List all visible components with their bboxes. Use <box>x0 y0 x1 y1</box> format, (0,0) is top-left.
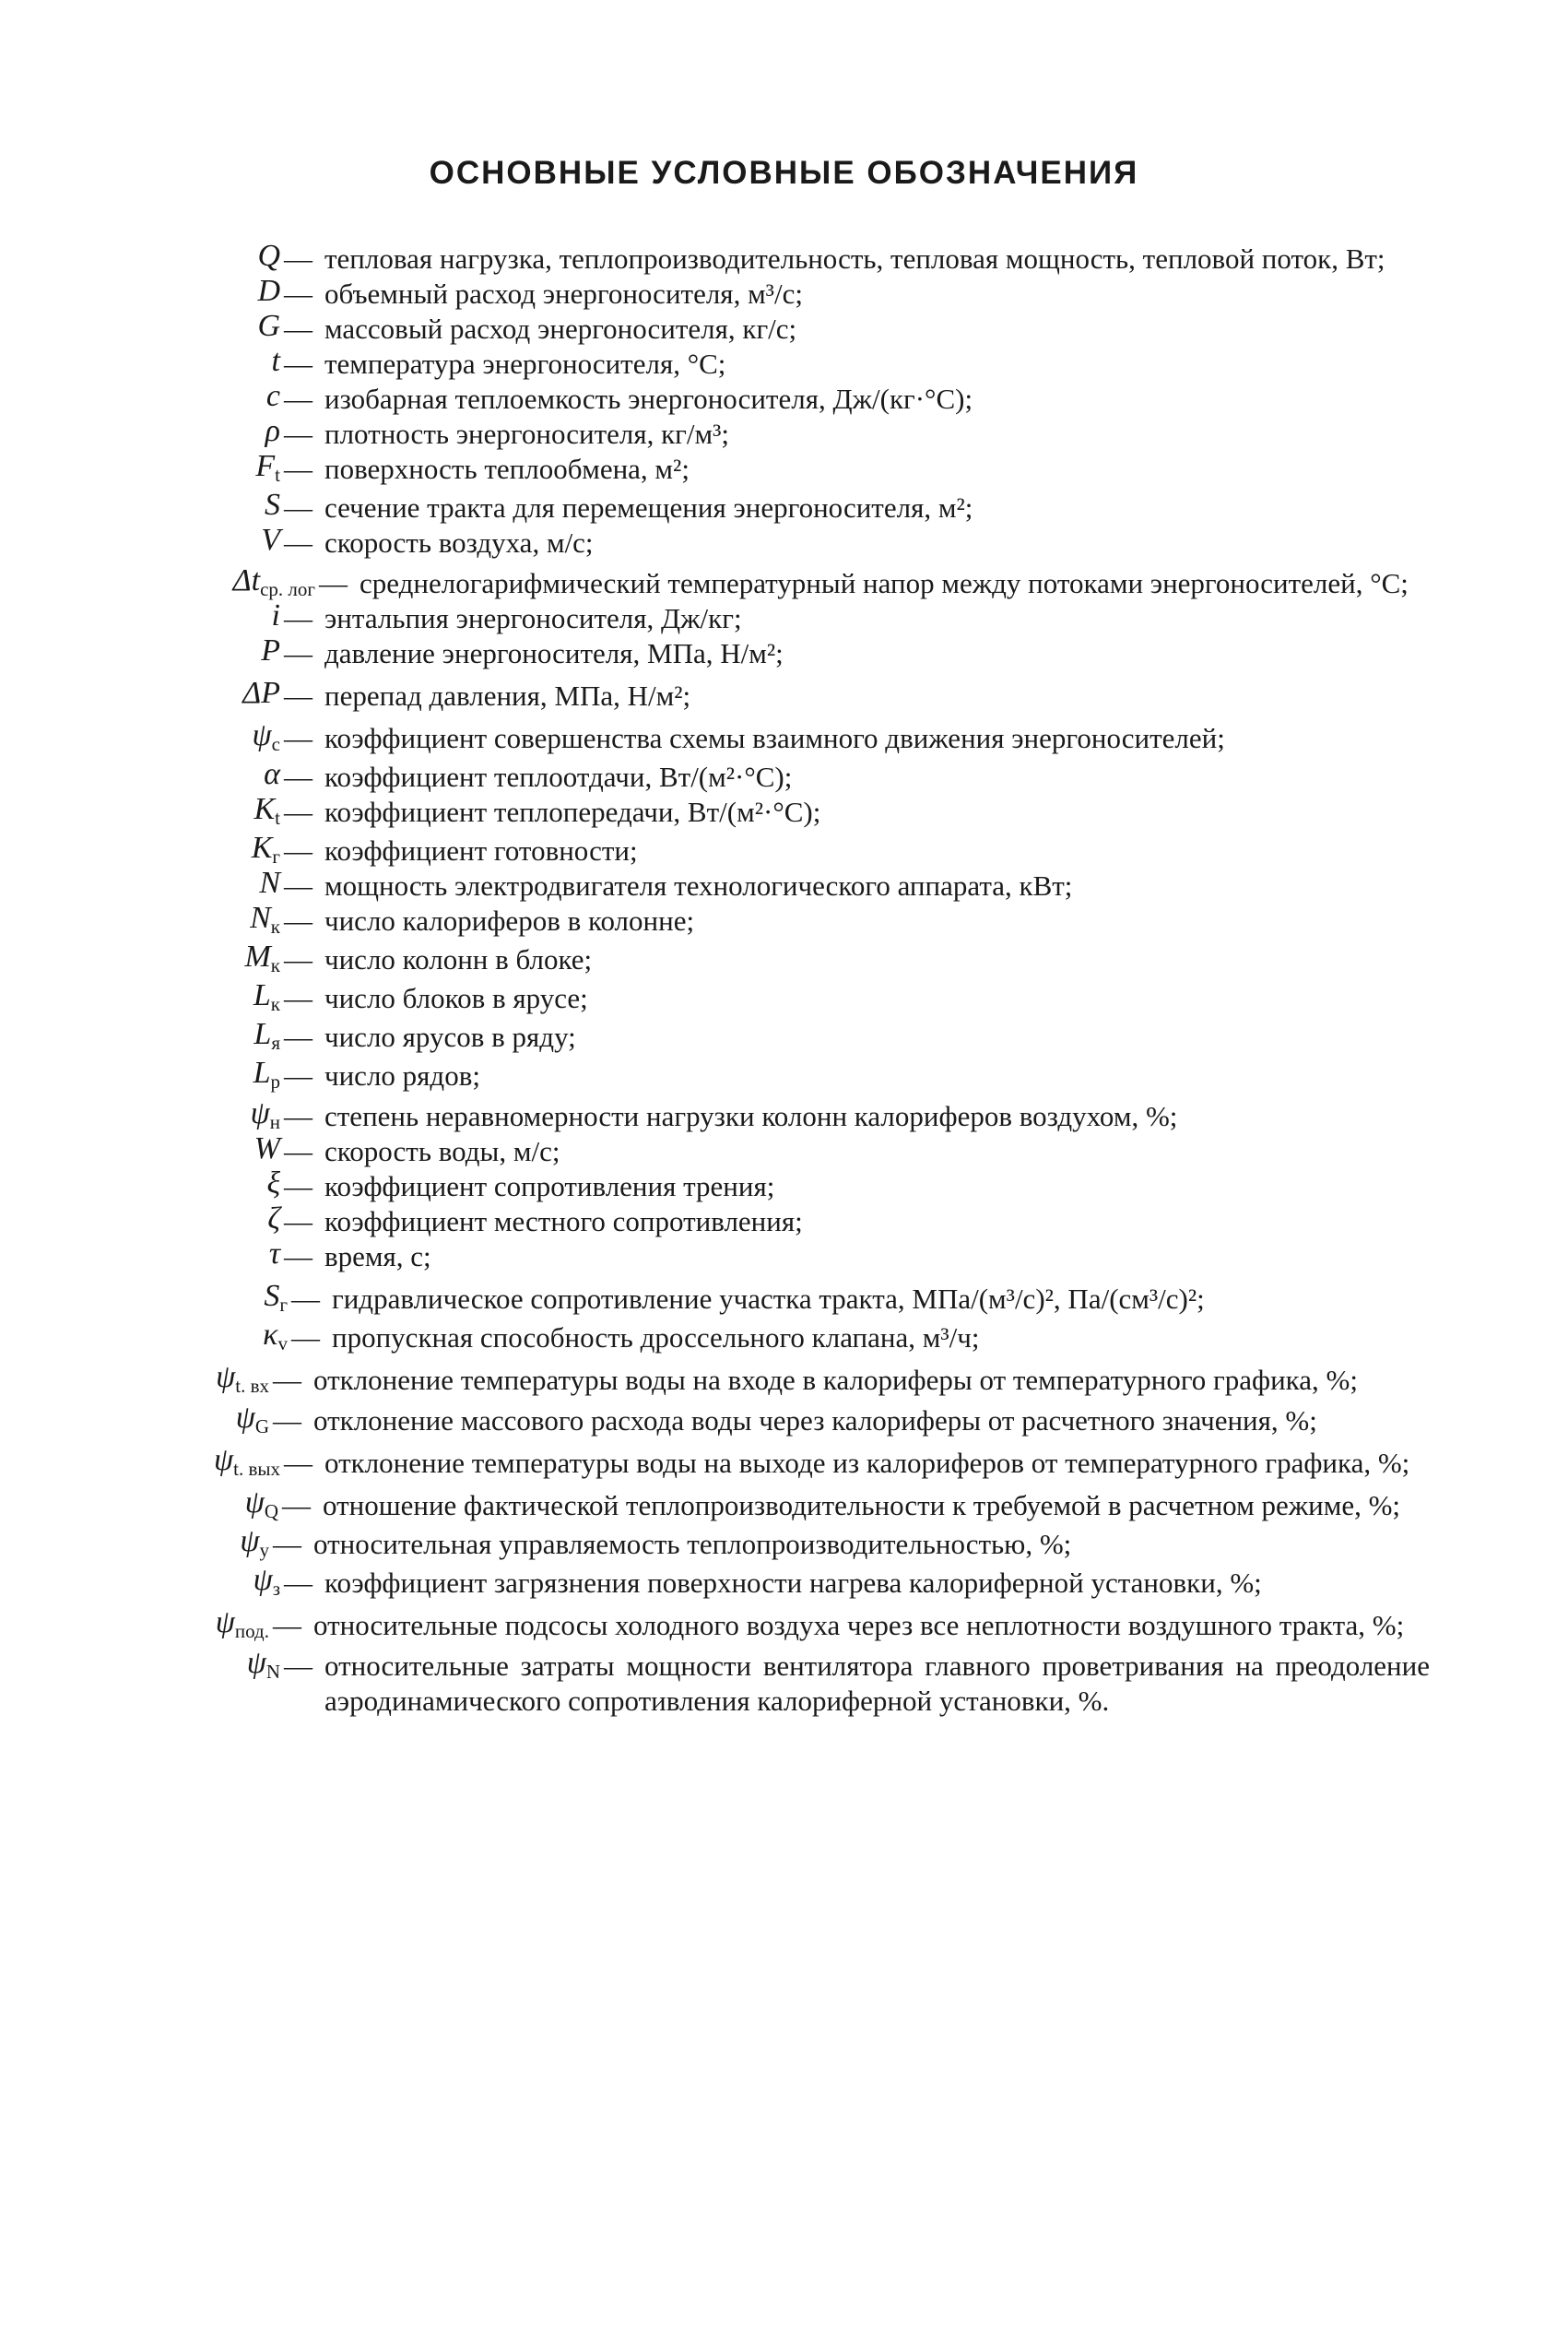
notation-description: число колонн в блоке; <box>324 943 593 976</box>
notation-description: число калориферов в колонне; <box>324 905 695 937</box>
notation-symbol: $\psi_N$ <box>246 1646 280 1683</box>
notation-description: давление энергоносителя, МПа, Н/м²; <box>324 637 784 669</box>
notation-symbol: i <box>271 598 280 633</box>
notation-description: число рядов; <box>324 1059 480 1092</box>
notation-entry <box>0 598 1568 636</box>
notation-dash: — <box>284 982 312 1014</box>
notation-description: число ярусов в ряду; <box>324 1021 576 1053</box>
notation-dash: — <box>284 242 312 275</box>
notation-symbol: ρ <box>265 414 280 448</box>
notation-description: изобарная теплоемкость энергоносителя, Дж/(кг·°С); <box>324 383 973 415</box>
notation-symbol: α <box>264 757 280 791</box>
notation-description: коэффициент местного сопротивления; <box>324 1205 803 1237</box>
notation-symbol: c <box>265 379 280 413</box>
notation-entry <box>0 1646 1568 1719</box>
notation-symbol: t <box>271 344 280 378</box>
notation-description: коэффициент совершенства схемы взаимного движения энергоносителей; <box>324 722 1225 754</box>
notation-description: отношение фактической теплопроизводительности к требуемой в расчетном режиме, %; <box>323 1489 1401 1521</box>
notation-entry <box>0 1403 1568 1438</box>
notation-entry <box>0 1096 1568 1134</box>
notation-symbol: $\psi_з$ <box>253 1563 280 1600</box>
notation-entry <box>0 488 1568 526</box>
notation-description: отклонение температуры воды на входе в калориферы от температурного графика, %; <box>313 1364 1358 1396</box>
notation-description: коэффициент загрязнения поверхности нагрева калориферной установки, %; <box>324 1567 1262 1599</box>
notation-dash: — <box>284 1240 312 1272</box>
notation-dash: — <box>284 418 312 450</box>
notation-symbol: $\psi_Q$ <box>244 1485 278 1522</box>
notation-dash: — <box>284 1205 312 1237</box>
notation-entry <box>0 1056 1568 1094</box>
notation-entry <box>0 414 1568 452</box>
notation-description: относительные подсосы холодного воздуха через все неплотности воздушного тракта, %; <box>313 1609 1405 1641</box>
notation-description: сечение тракта для перемещения энергоносителя, м²; <box>324 491 973 524</box>
notation-dash: — <box>273 1609 301 1641</box>
notation-entry <box>0 676 1568 714</box>
notation-symbol: ξ <box>266 1166 280 1200</box>
notation-dash: — <box>284 1650 312 1682</box>
notation-description: поверхность теплообмена, м²; <box>324 453 690 485</box>
notation-symbol: $S_г$ <box>264 1279 288 1316</box>
notation-description: тепловая нагрузка, теплопроизводительность, тепловая мощность, тепловой поток, Вт; <box>324 242 1385 275</box>
notation-entry <box>0 1201 1568 1239</box>
notation-entry <box>0 344 1568 382</box>
notation-description: относительные затраты мощности вентилятора главного проветривания на преодоление аэродинамического сопротивления калориферной установки, %. <box>324 1650 1430 1717</box>
notation-dash: — <box>273 1528 301 1560</box>
notation-description: скорость воздуха, м/с; <box>324 526 594 559</box>
notation-symbol: ΔP <box>242 676 280 710</box>
notation-entry <box>0 1360 1568 1398</box>
notation-entry <box>0 718 1568 756</box>
notation-description: отклонение температуры воды на выходе из калориферов от температурного графика, %; <box>324 1447 1410 1479</box>
notation-dash: — <box>284 1135 312 1167</box>
notation-description: относительная управляемость теплопроизводительностью, %; <box>313 1528 1072 1560</box>
notation-symbol: $F_t$ <box>255 449 280 486</box>
notation-description: объемный расход энергоносителя, м³/с; <box>324 278 803 310</box>
notation-entry <box>0 901 1568 939</box>
notation-entry <box>0 1605 1568 1643</box>
notation-symbol: G <box>257 309 280 343</box>
notation-symbol: $\psi_н$ <box>250 1096 280 1133</box>
notation-symbol: $K_г$ <box>251 831 280 868</box>
notation-description: время, с; <box>324 1240 431 1272</box>
notation-symbol: $L_р$ <box>253 1056 280 1093</box>
notation-dash: — <box>284 313 312 345</box>
notation-symbol: $L_к$ <box>253 978 280 1015</box>
notation-entry <box>0 792 1568 830</box>
notation-entry <box>0 1485 1568 1523</box>
notation-entry <box>0 942 1568 977</box>
notation-dash: — <box>284 796 312 828</box>
notation-symbol: $\psi_{t. вх}$ <box>216 1360 269 1397</box>
notation-dash: — <box>284 383 312 415</box>
notation-symbol: D <box>257 274 280 308</box>
notation-symbol: $M_к$ <box>244 940 280 976</box>
notation-entry <box>0 633 1568 671</box>
notation-dash: — <box>319 567 348 599</box>
notation-entry <box>0 1131 1568 1169</box>
notation-description: массовый расход энергоносителя, кг/с; <box>324 313 797 345</box>
notation-symbol: P <box>261 633 280 668</box>
notation-symbol: $\psi_с$ <box>252 718 280 755</box>
notation-entry <box>0 831 1568 869</box>
notation-dash: — <box>284 834 312 867</box>
notation-symbol: W <box>253 1131 280 1165</box>
notation-description: коэффициент теплопередачи, Вт/(м²·°С); <box>324 796 821 828</box>
notation-dash: — <box>284 637 312 669</box>
notation-dash: — <box>284 1567 312 1599</box>
notation-description: гидравлическое сопротивление участка тракта, МПа/(м³/с)², Па/(см³/с)²; <box>332 1283 1205 1315</box>
notation-symbol: V <box>261 523 280 557</box>
notation-symbol: $\psi_G$ <box>235 1401 269 1437</box>
notation-description: отклонение массового расхода воды через калориферы от расчетного значения, %; <box>313 1404 1317 1437</box>
notation-description: пропускная способность дроссельного клапана, м³/ч; <box>332 1321 980 1354</box>
notation-symbol: $\kappa_v$ <box>263 1318 288 1354</box>
notation-symbol: $\psi_{t. вых}$ <box>214 1443 280 1480</box>
notation-description: энтальпия энергоносителя, Дж/кг; <box>324 602 742 634</box>
notation-entry <box>0 523 1568 561</box>
notation-dash: — <box>284 869 312 902</box>
notation-dash: — <box>284 680 312 712</box>
notation-dash: — <box>284 526 312 559</box>
notation-symbol: $K_t$ <box>253 792 280 829</box>
notation-dash: — <box>284 453 312 485</box>
notation-symbol: $\psi_{под.}$ <box>215 1605 269 1642</box>
notation-description: плотность энергоносителя, кг/м³; <box>324 418 730 450</box>
notation-description: перепад давления, МПа, Н/м²; <box>324 680 691 712</box>
notation-symbol: Q <box>257 239 280 273</box>
notation-symbol: S <box>265 488 280 522</box>
notation-description: коэффициент теплоотдачи, Вт/(м²·°С); <box>324 761 793 793</box>
notation-entry <box>0 1166 1568 1204</box>
notation-dash: — <box>284 1447 312 1479</box>
notation-dash: — <box>284 1021 312 1053</box>
notation-dash: — <box>284 943 312 976</box>
notation-description: скорость воды, м/с; <box>324 1135 560 1167</box>
notation-description: число блоков в ярусе; <box>324 982 588 1014</box>
notation-symbol: $L_я$ <box>253 1017 280 1054</box>
notation-symbol: N <box>259 866 280 900</box>
notation-dash: — <box>291 1283 320 1315</box>
notation-entry <box>0 1524 1568 1562</box>
notation-symbol: ζ <box>267 1201 280 1236</box>
notation-dash: — <box>284 1100 312 1132</box>
notation-entry <box>0 1236 1568 1274</box>
notation-entry <box>0 1017 1568 1055</box>
notation-dash: — <box>291 1321 320 1354</box>
notation-description: коэффициент сопротивления трения; <box>324 1170 775 1202</box>
notation-entry <box>0 239 1568 277</box>
notation-symbol: $N_к$ <box>250 901 280 938</box>
notation-dash: — <box>284 1059 312 1092</box>
notation-entry <box>0 449 1568 487</box>
notation-description: мощность электродвигателя технологического аппарата, кВт; <box>324 869 1073 902</box>
notation-description: степень неравномерности нагрузки колонн калориферов воздухом, %; <box>324 1100 1178 1132</box>
notation-list <box>0 239 1568 1719</box>
notation-dash: — <box>284 491 312 524</box>
page-title: ОСНОВНЫЕ УСЛОВНЫЕ ОБОЗНАЧЕНИЯ <box>429 155 1139 191</box>
notation-entry <box>0 757 1568 795</box>
notation-entry <box>0 1279 1568 1317</box>
notation-description: температура энергоносителя, °С; <box>324 348 726 380</box>
notation-description: среднелогарифмический температурный напор между потоками энергоносителей, °С; <box>360 567 1409 599</box>
notation-symbol: τ <box>268 1236 280 1271</box>
notation-dash: — <box>284 722 312 754</box>
notation-entry <box>0 1563 1568 1601</box>
notation-dash: — <box>284 905 312 937</box>
notation-dash: — <box>282 1489 311 1521</box>
notation-entry <box>0 1443 1568 1481</box>
notation-dash: — <box>284 602 312 634</box>
notation-dash: — <box>284 278 312 310</box>
notation-dash: — <box>284 761 312 793</box>
notation-entry <box>0 866 1568 904</box>
notation-description: коэффициент готовности; <box>324 834 638 867</box>
notation-entry <box>0 563 1568 601</box>
notation-entry <box>0 379 1568 417</box>
notation-dash: — <box>273 1404 301 1437</box>
notation-dash: — <box>284 1170 312 1202</box>
notation-entry <box>0 309 1568 347</box>
notation-entry <box>0 274 1568 312</box>
notation-symbol: $\Delta t_{ср. лог}$ <box>232 563 315 600</box>
notation-entry <box>0 978 1568 1016</box>
notation-entry <box>0 1320 1568 1355</box>
notation-symbol: $\psi_у$ <box>240 1524 269 1561</box>
notation-dash: — <box>273 1364 301 1396</box>
notation-dash: — <box>284 348 312 380</box>
